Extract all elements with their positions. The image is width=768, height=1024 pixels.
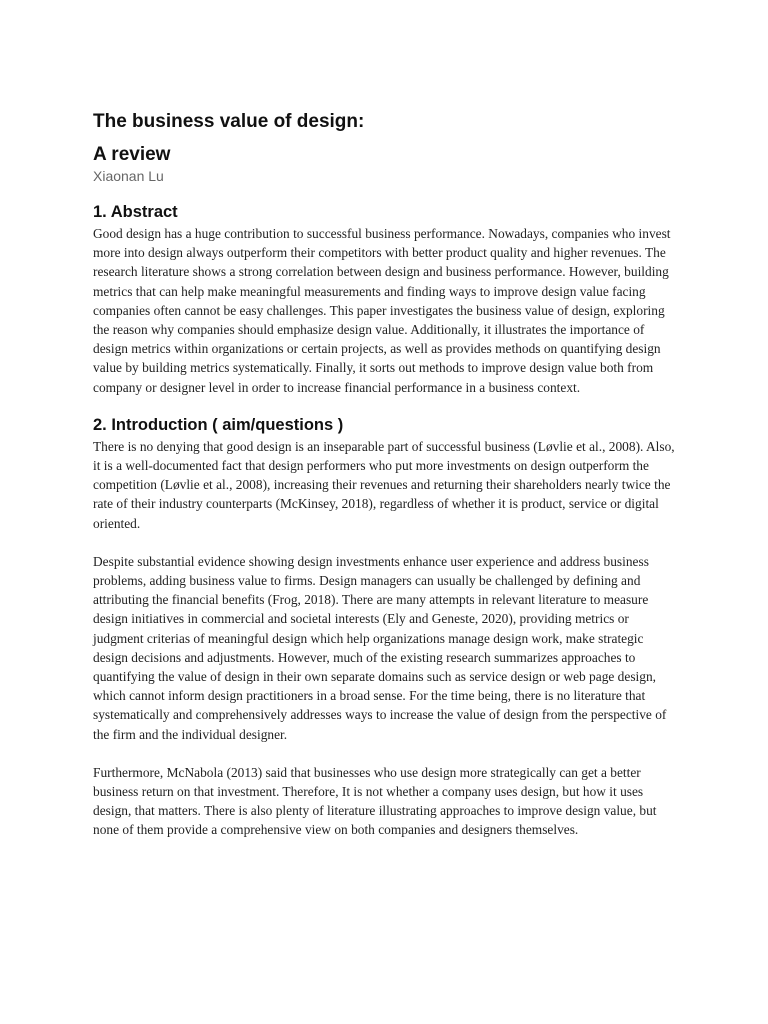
section-heading-abstract: 1. Abstract (93, 203, 178, 221)
introduction-paragraph-3: Furthermore, McNabola (2013) said that businesses who use design more strategically can get a better business return on that investment. Therefore, It is not whether a company uses design, but how it uses design, that matters. There is also plenty of literature illustrating approaches to improve design value, but none of them provide a comprehensive view on both companies and designers themselves. (93, 764, 657, 838)
abstract-paragraph: Good design has a huge contribution to successful business performance. Nowadays, companies who invest more into design always outperform their competitors with better product quality and higher revenues. The research literature shows a strong correlation between design and business performance. However, building metrics that can help make meaningful measurements and finding ways to improve design value facing companies often cannot be easy challenges. This paper investigates the business value of design, exploring the reason why companies should emphasize design value. Additionally, it illustrates the importance of design metrics within organizations or certain projects, as well as provides methods on quantifying design value by building metrics systematically. Finally, it sorts out methods to improve design value both from company or designer level in order to increase financial performance in a business context. (93, 226, 671, 395)
introduction-paragraph-2: Despite substantial evidence showing design investments enhance user experience and address business problems, adding business value to firms. Design managers can usually be challenged by defining and attributing the financial benefits (Frog, 2018). There are many attempts in relevant literature to measure design initiatives in commercial and societal interests (Ely and Geneste, 2020), providing metrics or judgment criterias of meaningful design which help organizations manage design work, make strategic design decisions and adjustments. However, much of the existing research summarizes approaches to quantifying the value of design in their own separate domains such as service design or web page design, which cannot inform design practitioners in a broad sense. For the time being, there is no literature that systematically and comprehensively addresses ways to increase the value of design from the perspective of the firm and the individual designer. (93, 553, 667, 742)
document-title: The business value of design: (93, 111, 365, 132)
document-page (93, 110, 677, 840)
section-heading-introduction: 2. Introduction ( aim/questions ) (93, 415, 344, 434)
section-abstract (93, 202, 677, 397)
introduction-paragraph-1: There is no denying that good design is an inseparable part of successful business (Løvlie et al., 2008). Also, it is a well-documented fact that design performers who put more investments on design outperform the competition (Løvlie et al., 2008), increasing their revenues and returning their shareholders nearly twice the rate of their industry counterparts (McKinsey, 2018), regardless of whether it is product, service or digital oriented. (93, 438, 675, 531)
document-subtitle: A review (93, 144, 171, 165)
author-name: Xiaonan Lu (93, 168, 164, 184)
section-introduction (93, 415, 677, 840)
